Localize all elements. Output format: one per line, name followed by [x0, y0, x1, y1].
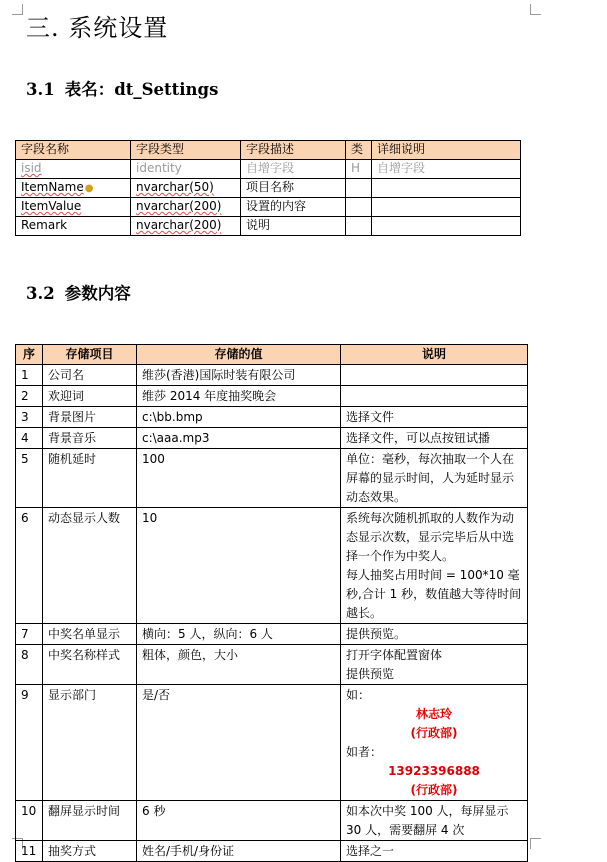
table-cell	[372, 198, 521, 217]
primary-key-icon: ●	[84, 183, 94, 194]
item-value: 是/否	[137, 685, 341, 801]
table-cell: 说明	[241, 217, 346, 236]
table-row	[16, 160, 521, 179]
item-note	[341, 685, 528, 801]
section-heading-params	[26, 280, 131, 304]
table-cell	[372, 179, 521, 198]
item-value: 维莎 2014 年度抽奖晚会	[137, 386, 341, 407]
item-value: 横向：5 人，纵向：6 人	[137, 624, 341, 645]
column-header: 存储的值	[137, 345, 341, 365]
column-header: 字段类型	[131, 141, 241, 160]
section-title: 表名：dt_Settings	[64, 80, 219, 99]
item-note	[341, 407, 528, 428]
field-type: nvarchar(50)	[136, 180, 214, 194]
field-type: nvarchar(200)	[136, 218, 222, 232]
table-cell	[131, 179, 241, 198]
table-row	[16, 428, 528, 449]
field-name: ItemName	[21, 180, 84, 194]
row-number: 4	[16, 428, 43, 449]
section-number: 3.2	[26, 284, 55, 303]
section-number: 3.1	[26, 80, 55, 99]
note-line: 提供预览	[346, 667, 395, 681]
column-header: 详细说明	[372, 141, 521, 160]
item-value: c:\bb.bmp	[137, 407, 341, 428]
table-cell	[16, 160, 131, 179]
field-type: nvarchar(200)	[136, 199, 222, 213]
item-name: 中奖名单显示	[43, 624, 137, 645]
note-line: 选择之一	[346, 844, 395, 858]
item-name: 动态显示人数	[43, 508, 137, 624]
chapter-title: 三. 系统设置	[26, 14, 169, 42]
row-number: 10	[16, 801, 43, 841]
item-note	[341, 449, 528, 508]
item-name: 欢迎词	[43, 386, 137, 407]
item-value: c:\aaa.mp3	[137, 428, 341, 449]
table-cell: 自增字段	[372, 160, 521, 179]
table-cell	[372, 217, 521, 236]
table-cell	[346, 179, 372, 198]
item-note	[341, 365, 528, 386]
row-number: 1	[16, 365, 43, 386]
item-name: 中奖名称样式	[43, 645, 137, 685]
column-header: 类	[346, 141, 372, 160]
table-header-row	[16, 345, 528, 365]
note-label: 如：	[346, 688, 371, 702]
note-line: 单位：毫秒，每次抽取一个人在屏幕的显示时间，人为延时显示动态效果。	[346, 452, 515, 504]
row-number: 6	[16, 508, 43, 624]
table-row	[16, 365, 528, 386]
fields-table	[15, 140, 521, 236]
note-label: 如者：	[346, 745, 383, 759]
item-value: 10	[137, 508, 341, 624]
table-row	[16, 386, 528, 407]
item-value: 6 秒	[137, 801, 341, 841]
example-name: 林志玲	[415, 707, 452, 721]
row-number: 3	[16, 407, 43, 428]
item-value: 维莎(香港)国际时装有限公司	[137, 365, 341, 386]
column-header: 字段名称	[16, 141, 131, 160]
item-name: 抽奖方式	[43, 841, 137, 862]
example-dept: (行政部)	[410, 783, 458, 797]
table-row	[16, 685, 528, 801]
item-name: 显示部门	[43, 685, 137, 801]
note-line: 每人抽奖占用时间 = 100*10 毫秒,合计 1 秒，数值越大等待时间越长。	[346, 568, 522, 620]
example-phone: 13923396888	[388, 764, 480, 778]
table-header-row	[16, 141, 521, 160]
item-name: 翻屏显示时间	[43, 801, 137, 841]
field-name: ItemValue	[21, 199, 82, 213]
table-cell	[16, 198, 131, 217]
item-name: 随机延时	[43, 449, 137, 508]
table-cell: 自增字段	[241, 160, 346, 179]
parameters-table	[15, 344, 528, 862]
item-note	[341, 386, 528, 407]
item-name: 背景音乐	[43, 428, 137, 449]
field-name: isid	[21, 161, 42, 175]
section-title: 参数内容	[64, 284, 131, 303]
note-line: 提供预览。	[346, 627, 407, 641]
table-cell: identity	[131, 160, 241, 179]
table-row	[16, 624, 528, 645]
section-heading-table	[26, 76, 218, 100]
margin-mark-bottom-right	[530, 838, 541, 849]
table-cell	[131, 217, 241, 236]
column-header: 说明	[341, 345, 528, 365]
row-number: 2	[16, 386, 43, 407]
item-note	[341, 841, 528, 862]
note-line: 系统每次随机抓取的人数作为动态显示次数，显示完毕后从中选择一个作为中奖人。	[346, 511, 515, 563]
table-cell	[346, 217, 372, 236]
table-cell: Remark	[16, 217, 131, 236]
table-row	[16, 801, 528, 841]
note-line: 选择文件	[346, 410, 395, 424]
table-row	[16, 449, 528, 508]
row-number: 9	[16, 685, 43, 801]
item-name: 背景图片	[43, 407, 137, 428]
column-header: 序	[16, 345, 43, 365]
note-line: 选择文件，可以点按钮试播	[346, 431, 491, 445]
parameters-body	[16, 365, 528, 862]
table-cell: 项目名称	[241, 179, 346, 198]
note-line: 打开字体配置窗体	[346, 648, 443, 662]
table-row	[16, 645, 528, 685]
item-note	[341, 624, 528, 645]
item-note	[341, 645, 528, 685]
item-note	[341, 428, 528, 449]
table-cell: H	[346, 160, 372, 179]
table-row	[16, 407, 528, 428]
margin-mark-top-left	[12, 4, 23, 15]
table-row	[16, 198, 521, 217]
table-row	[16, 217, 521, 236]
row-number: 11	[16, 841, 43, 862]
item-value: 100	[137, 449, 341, 508]
table-cell	[346, 198, 372, 217]
column-header: 字段描述	[241, 141, 346, 160]
margin-mark-top-right	[530, 4, 541, 15]
item-name: 公司名	[43, 365, 137, 386]
table-row	[16, 508, 528, 624]
item-value: 姓名/手机/身份证	[137, 841, 341, 862]
note-line: 如本次中奖 100 人，每屏显示 30 人，需要翻屏 4 次	[346, 804, 509, 837]
row-number: 7	[16, 624, 43, 645]
example-dept: (行政部)	[410, 726, 458, 740]
table-row	[16, 179, 521, 198]
table-row	[16, 841, 528, 862]
item-value: 粗体，颜色，大小	[137, 645, 341, 685]
row-number: 5	[16, 449, 43, 508]
column-header: 存储项目	[43, 345, 137, 365]
table-cell	[131, 198, 241, 217]
table-cell	[16, 179, 131, 198]
item-note	[341, 508, 528, 624]
row-number: 8	[16, 645, 43, 685]
table-cell: 设置的内容	[241, 198, 346, 217]
item-note	[341, 801, 528, 841]
